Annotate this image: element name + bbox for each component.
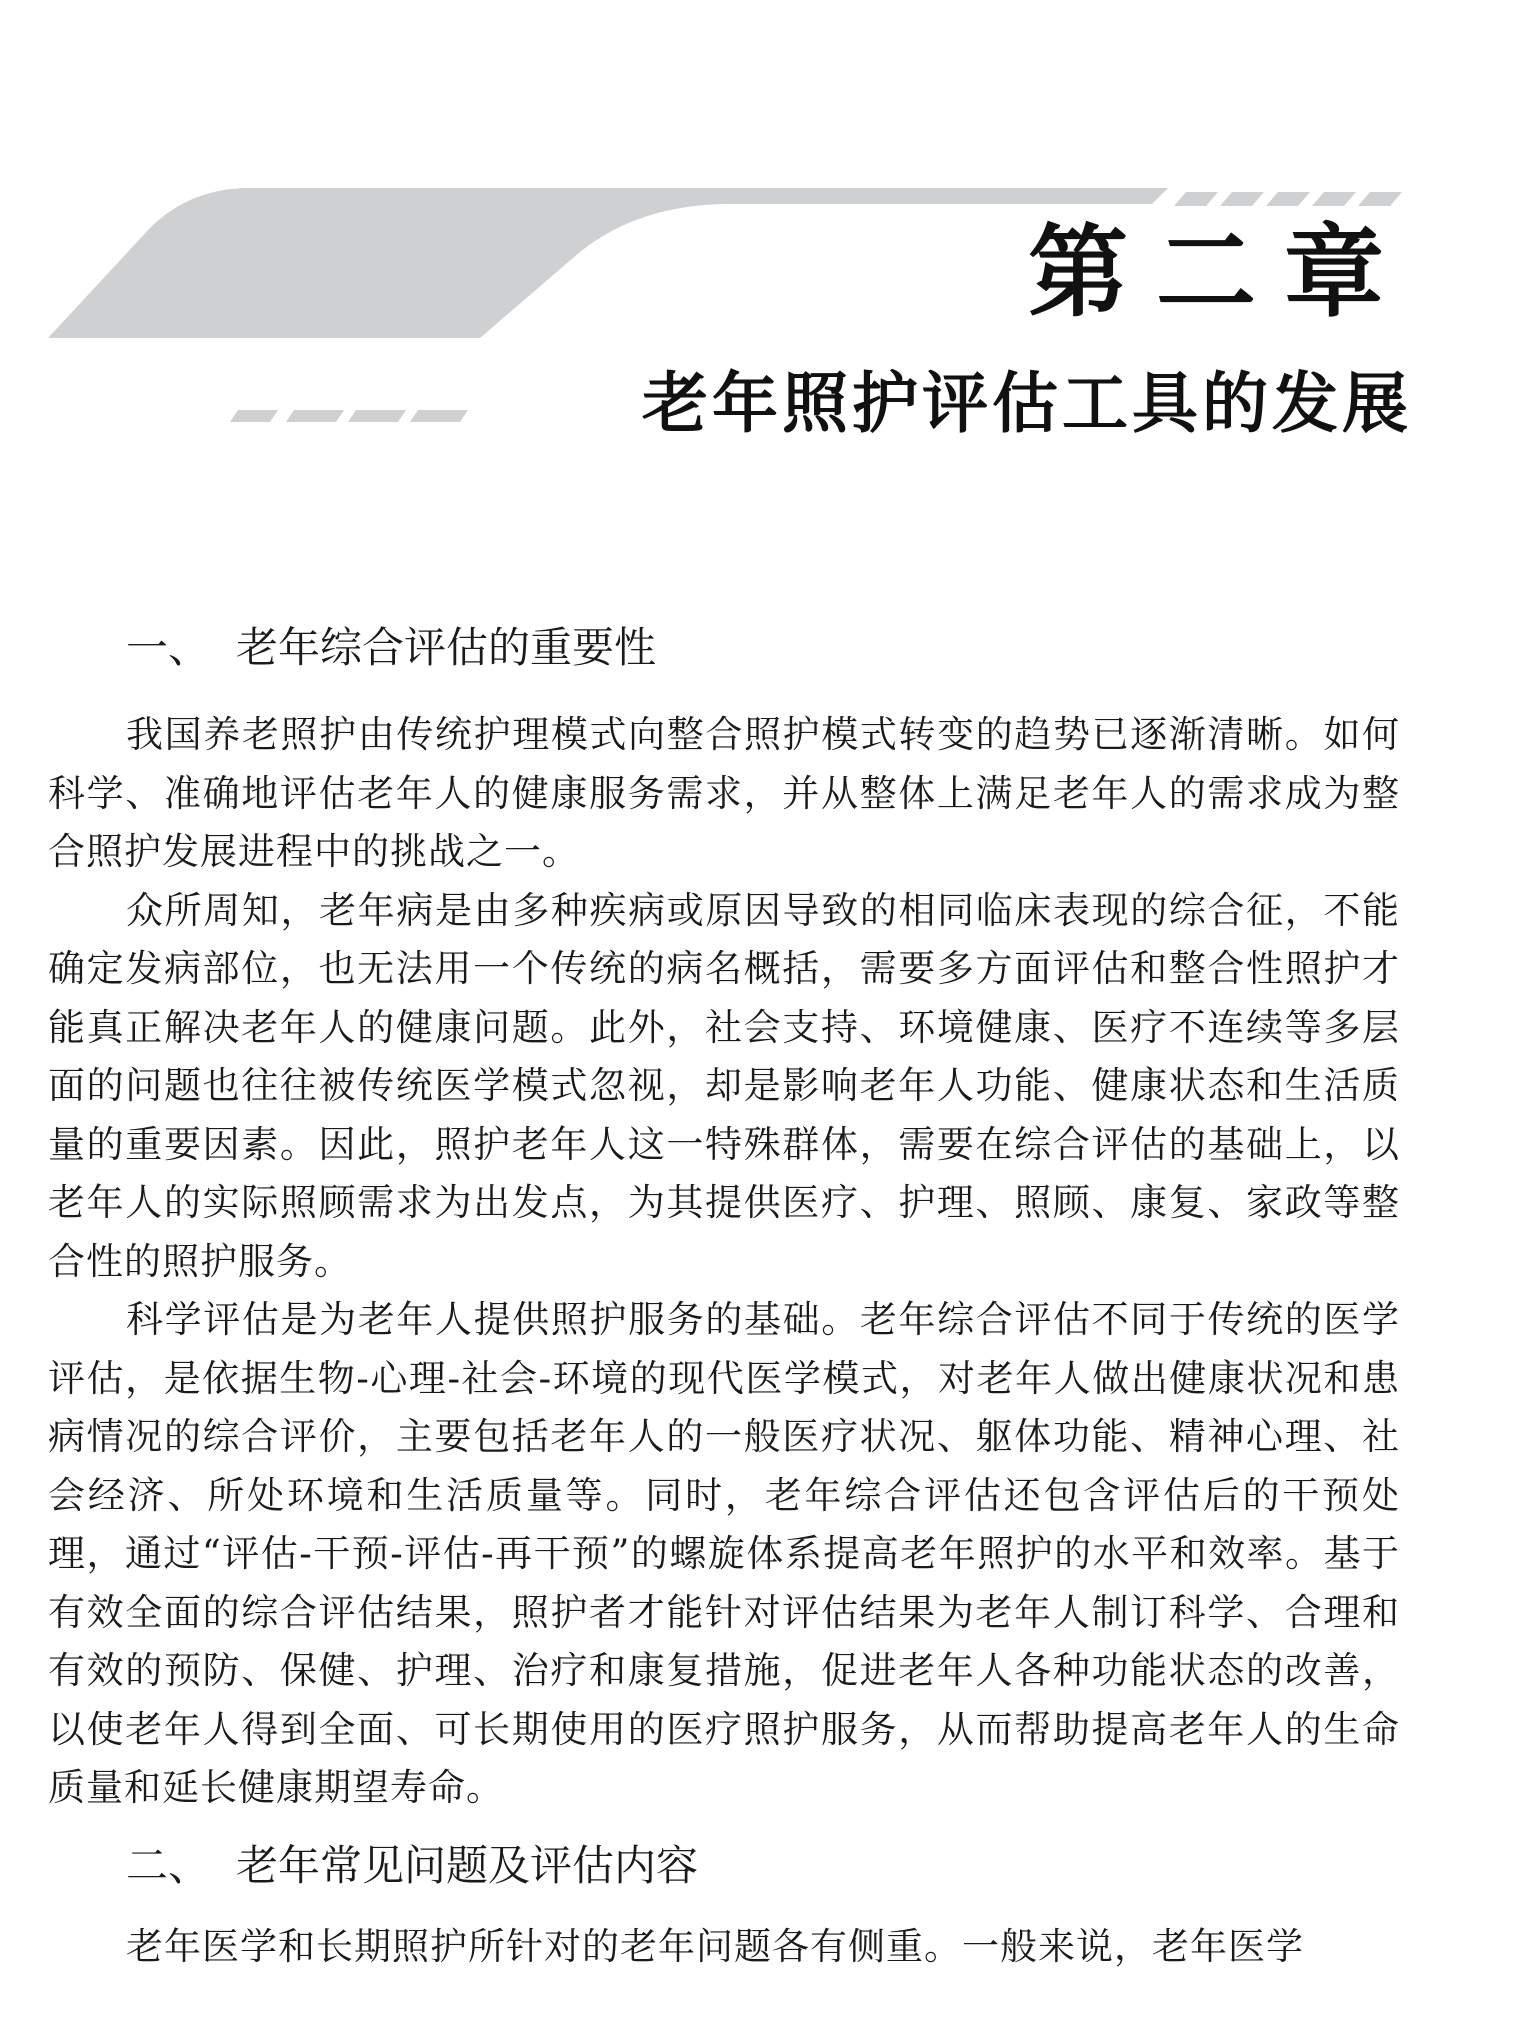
section-heading-1	[48, 606, 1400, 684]
paragraph: 众所周知，老年病是由多种疾病或原因导致的相同临床表现的综合征，不能确定发病部位，也无法用一个传统的病名概括，需要多方面评估和整合性照护才能真正解决老年人的健康问题。此外，社会支持、环境健康、医疗不连续等多层面的问题也往往被传统医学模式忽视，却是影响老年人功能、健康状态和生活质量的重要因素。因此，照护老年人这一特殊群体，需要在综合评估的基础上，以老年人的实际照顾需求为出发点，为其提供医疗、护理、照顾、康复、家政等整合性的照护服务。	[48, 888, 1400, 1283]
page-content	[48, 606, 1400, 1976]
paragraph: 科学评估是为老年人提供照护服务的基础。老年综合评估不同于传统的医学评估，是依据生物-心理-社会-环境的现代医学模式，对老年人做出健康状况和患病情况的综合评价，主要包括老年人的一般医疗状况、躯体功能、精神心理、社会经济、所处环境和生活质量等。同时，老年综合评估还包含评估后的干预处理，通过“评估-干预-评估-再干预”的螺旋体系提高老年照护的水平和效率。基于有效全面的综合评估结果，照护者才能针对评估结果为老年人制订科学、合理和有效的预防、保健、护理、治疗和康复措施，促进老年人各种功能状态的改善，以使老年人得到全面、可长期使用的医疗照护服务，从而帮助提高老年人的生命质量和延长健康期望寿命。	[48, 1298, 1400, 1809]
chapter-title: 老年照护评估工具的发展	[642, 365, 1412, 442]
section-heading-2	[48, 1824, 1400, 1902]
paragraph: 老年医学和长期照护所针对的老年问题各有侧重。一般来说，老年医学	[126, 1924, 1304, 1968]
section-number: 一、	[126, 623, 211, 672]
paragraph: 我国养老照护由传统护理模式向整合照护模式转变的趋势已逐渐清晰。如何科学、准确地评估老年人的健康服务需求，并从整体上满足老年人的需求成为整合照护发展进程中的挑战之一。	[48, 713, 1400, 873]
chapter-banner	[0, 0, 1536, 480]
section-title: 老年常见问题及评估内容	[236, 1840, 699, 1890]
chapter-number: 第二章	[1028, 214, 1412, 331]
section-number: 二、	[126, 1840, 211, 1890]
section-title: 老年综合评估的重要性	[236, 623, 657, 672]
